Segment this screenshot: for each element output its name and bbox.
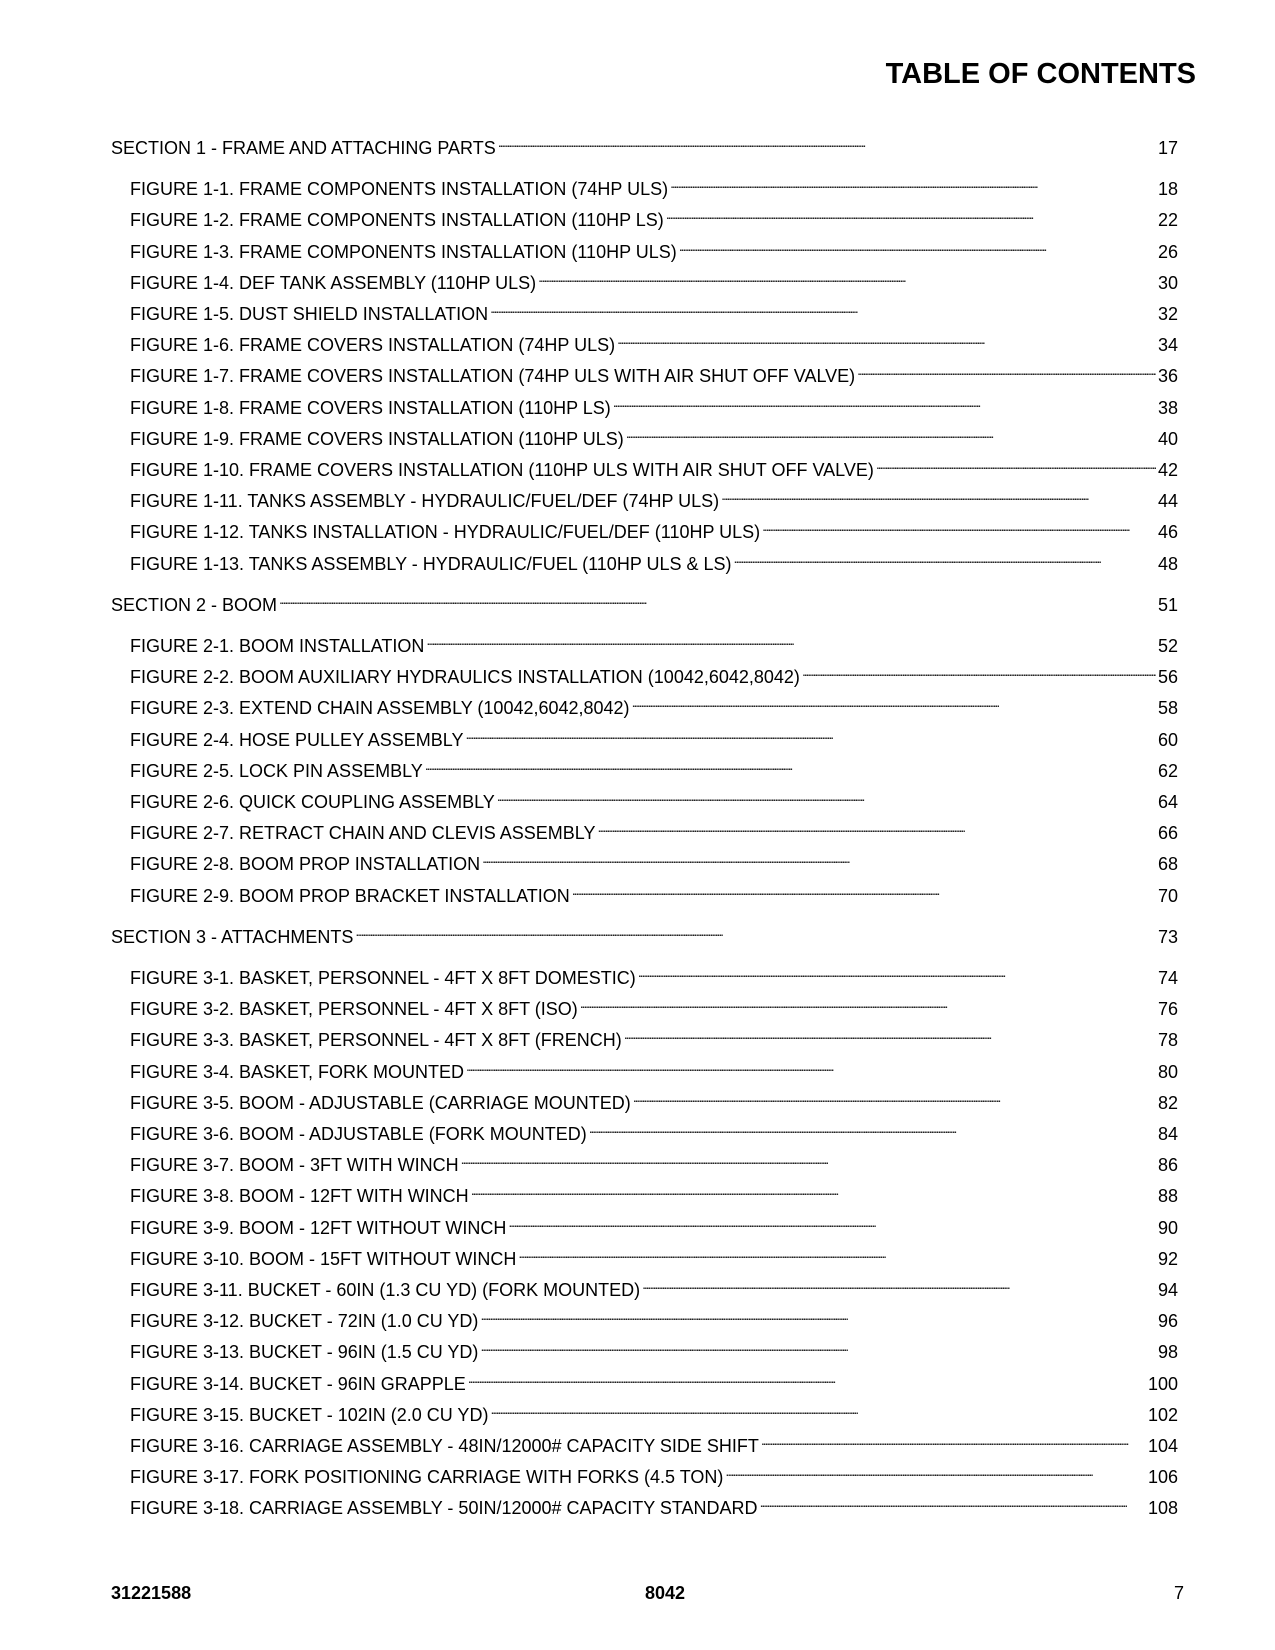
footer-model: 8042	[645, 1583, 686, 1603]
toc-entry-page: 102	[1147, 1404, 1178, 1425]
toc-figure-entry[interactable]	[130, 452, 1178, 480]
toc-entry-label: FIGURE 3-4. BASKET, FORK MOUNTED	[130, 1061, 465, 1082]
toc-entry-label: FIGURE 3-1. BASKET, PERSONNEL - 4FT X 8FT DOMESTIC)	[130, 968, 636, 988]
dot-leader	[480, 1303, 1156, 1327]
dot-leader	[633, 1085, 1156, 1109]
toc-figure-entry[interactable]	[130, 546, 1178, 574]
dot-leader	[670, 171, 1156, 195]
toc-entry-label: FIGURE 3-6. BOOM - ADJUSTABLE (FORK MOUNTED)	[130, 1124, 587, 1144]
toc-figure-entry[interactable]	[130, 784, 1178, 812]
toc-figure-entry[interactable]	[130, 1272, 1178, 1300]
toc-entry-label: FIGURE 1-3. FRAME COMPONENTS INSTALLATION (110HP ULS)	[130, 241, 677, 262]
toc-figure-entry[interactable]	[130, 1178, 1178, 1207]
toc-entry-page: 26	[1157, 241, 1178, 262]
toc-entry-label: FIGURE 1-5. DUST SHIELD INSTALLATION	[130, 304, 489, 324]
dot-leader	[760, 1490, 1146, 1514]
toc-entry-label: FIGURE 1-2. FRAME COMPONENTS INSTALLATION (110HP LS)	[130, 210, 664, 231]
toc-entry-label: FIGURE 1-10. FRAME COVERS INSTALLATION (110HP ULS WITH AIR SHUT OFF VALVE)	[130, 460, 874, 480]
toc-entry-page: 94	[1157, 1280, 1178, 1300]
toc-entry-label: FIGURE 1-1. FRAME COMPONENTS INSTALLATION (74HP ULS)	[130, 179, 669, 200]
footer-page-number: 7	[1174, 1583, 1185, 1603]
dot-leader	[426, 628, 1156, 652]
toc-figure-entry[interactable]	[130, 1490, 1178, 1519]
dot-leader	[597, 815, 1156, 839]
toc-entry-label: FIGURE 1-6. FRAME COVERS INSTALLATION (74HP ULS)	[130, 335, 616, 356]
toc-figure-entry[interactable]	[130, 421, 1178, 449]
toc-entry-page: 36	[1157, 366, 1178, 387]
toc-entry-label: FIGURE 3-17. FORK POSITIONING CARRIAGE WITH FORKS (4.5 TON)	[130, 1467, 724, 1488]
toc-figure-entry[interactable]	[130, 753, 1178, 781]
toc-entry-page: 18	[1157, 179, 1178, 200]
toc-figure-entry[interactable]	[130, 722, 1178, 750]
toc-entry-label: FIGURE 3-10. BOOM - 15FT WITHOUT WINCH	[130, 1248, 517, 1269]
toc-figure-entry[interactable]	[130, 1210, 1178, 1238]
toc-entry-page: 108	[1147, 1498, 1178, 1519]
toc-entry-label: FIGURE 1-12. TANKS INSTALLATION - HYDRAULIC/FUEL/DEF (110HP ULS)	[130, 522, 761, 543]
toc-entry-label: FIGURE 2-3. EXTEND CHAIN ASSEMBLY (10042,6042,8042)	[130, 698, 630, 719]
toc-entry-label: FIGURE 1-11. TANKS ASSEMBLY - HYDRAULIC/FUEL/DEF (74HP ULS)	[130, 491, 720, 512]
toc-figure-entry[interactable]	[130, 1116, 1178, 1144]
page-title: TABLE OF CONTENTS	[885, 58, 1196, 90]
toc-figure-entry[interactable]	[130, 1085, 1178, 1113]
dot-leader	[466, 1054, 1156, 1078]
toc-entry-label: SECTION 2 - BOOM	[111, 594, 278, 615]
toc-entry-page: 68	[1157, 854, 1178, 875]
toc-entry-page: 62	[1157, 760, 1178, 781]
dot-leader	[613, 390, 1156, 414]
toc-figure-entry[interactable]	[130, 659, 1178, 688]
toc-entry-page: 76	[1157, 999, 1178, 1020]
toc-entry-label: FIGURE 1-9. FRAME COVERS INSTALLATION (110HP ULS)	[130, 428, 624, 449]
dot-leader	[638, 960, 1156, 984]
toc-figure-entry[interactable]	[130, 327, 1178, 356]
dot-leader	[461, 1147, 1156, 1171]
toc-figure-entry[interactable]	[130, 358, 1178, 387]
toc-entry-label: FIGURE 3-8. BOOM - 12FT WITH WINCH	[130, 1186, 469, 1207]
dot-leader	[624, 1022, 1156, 1046]
toc-figure-entry[interactable]	[130, 483, 1178, 512]
toc-entry-label: FIGURE 2-7. RETRACT CHAIN AND CLEVIS ASSEMBLY	[130, 823, 596, 844]
toc-entry-label: FIGURE 3-13. BUCKET - 96IN (1.5 CU YD)	[130, 1342, 479, 1363]
toc-entry-label: FIGURE 3-7. BOOM - 3FT WITH WINCH	[130, 1155, 459, 1176]
dot-leader	[497, 784, 1156, 808]
dot-leader	[626, 421, 1156, 445]
dot-leader	[762, 514, 1156, 538]
toc-figure-entry[interactable]	[130, 991, 1178, 1020]
toc-entry-page: 86	[1157, 1155, 1178, 1176]
toc-entry-page: 42	[1157, 460, 1178, 480]
toc-figure-entry[interactable]	[130, 960, 1178, 988]
toc-figure-entry[interactable]	[130, 1147, 1178, 1176]
dot-leader	[642, 1272, 1156, 1296]
toc-entry-page: 58	[1157, 698, 1178, 719]
toc-entry-label: FIGURE 1-13. TANKS ASSEMBLY - HYDRAULIC/FUEL (110HP ULS & LS)	[130, 553, 732, 574]
toc-entry-page: 104	[1147, 1436, 1178, 1456]
toc-entry-page: 73	[1157, 926, 1178, 947]
dot-leader	[876, 452, 1156, 476]
toc-entry-page: 98	[1157, 1342, 1178, 1363]
toc-entry-page: 90	[1157, 1217, 1178, 1238]
toc-entry-page: 38	[1157, 397, 1178, 418]
toc-figure-entry[interactable]	[130, 815, 1178, 844]
dot-leader	[589, 1116, 1156, 1140]
toc-entry-label: FIGURE 2-2. BOOM AUXILIARY HYDRAULICS INSTALLATION (10042,6042,8042)	[130, 667, 800, 688]
toc-entry-page: 48	[1157, 553, 1178, 574]
dot-leader	[490, 296, 1156, 320]
toc-entry-label: FIGURE 2-5. LOCK PIN ASSEMBLY	[130, 760, 423, 781]
toc-entry-page: 106	[1147, 1467, 1178, 1488]
toc-entry-page: 30	[1157, 272, 1178, 293]
toc-entry-label: FIGURE 3-2. BASKET, PERSONNEL - 4FT X 8FT (ISO)	[130, 999, 578, 1020]
dot-leader	[632, 690, 1156, 714]
toc-figure-entry[interactable]	[130, 1459, 1178, 1488]
toc-entry-page: 56	[1157, 667, 1178, 688]
toc-entry-label: FIGURE 1-7. FRAME COVERS INSTALLATION (74HP ULS WITH AIR SHUT OFF VALVE)	[130, 366, 856, 387]
dot-leader	[580, 991, 1156, 1015]
dot-leader	[617, 327, 1156, 351]
toc-section-entry[interactable]	[111, 587, 1178, 615]
toc-entry-label: FIGURE 1-8. FRAME COVERS INSTALLATION (110HP LS)	[130, 397, 611, 418]
toc-entry-page: 17	[1157, 138, 1178, 158]
toc-figure-entry[interactable]	[130, 514, 1178, 543]
toc-figure-entry[interactable]	[130, 265, 1178, 293]
dot-leader	[679, 234, 1156, 258]
toc-section-entry[interactable]	[111, 130, 1178, 158]
toc-entry-page: 22	[1157, 210, 1178, 231]
dot-leader	[465, 722, 1156, 746]
dot-leader	[471, 1178, 1156, 1202]
dot-leader	[482, 846, 1156, 870]
dot-leader	[725, 1459, 1146, 1483]
toc-entry-page: 100	[1147, 1373, 1178, 1394]
toc-section-entry[interactable]	[111, 919, 1178, 947]
toc-figure-entry[interactable]	[130, 390, 1178, 418]
toc-figure-entry[interactable]	[130, 171, 1178, 200]
toc-entry-page: 60	[1157, 729, 1178, 750]
toc-entry-label: FIGURE 3-11. BUCKET - 60IN (1.3 CU YD) (FORK MOUNTED)	[130, 1280, 641, 1300]
dot-leader	[355, 919, 1156, 943]
toc-figure-entry[interactable]	[130, 878, 1178, 906]
toc-entry-page: 96	[1157, 1311, 1178, 1332]
dot-leader	[802, 659, 1156, 683]
toc-figure-entry[interactable]	[130, 1241, 1178, 1269]
toc-entry-page: 82	[1157, 1092, 1178, 1113]
toc-entry-page: 44	[1157, 491, 1178, 512]
dot-leader	[761, 1428, 1146, 1452]
toc-entry-page: 78	[1157, 1030, 1178, 1051]
toc-entry-page: 32	[1157, 304, 1178, 324]
toc-entry-label: FIGURE 2-9. BOOM PROP BRACKET INSTALLATION	[130, 885, 570, 906]
toc-entry-label: FIGURE 3-3. BASKET, PERSONNEL - 4FT X 8FT (FRENCH)	[130, 1030, 622, 1051]
toc-entry-label: FIGURE 3-5. BOOM - ADJUSTABLE (CARRIAGE MOUNTED)	[130, 1092, 631, 1113]
toc-figure-entry[interactable]	[130, 202, 1178, 231]
toc-entry-page: 66	[1157, 823, 1178, 844]
toc-figure-entry[interactable]	[130, 628, 1178, 656]
toc-entry-page: 92	[1157, 1248, 1178, 1269]
dot-leader	[666, 202, 1156, 226]
toc-figure-entry[interactable]	[130, 296, 1178, 324]
dot-leader	[468, 1366, 1146, 1390]
toc-entry-page: 52	[1157, 636, 1178, 656]
dot-leader	[279, 587, 1156, 611]
toc-entry-page: 46	[1157, 522, 1178, 543]
toc-figure-entry[interactable]	[130, 690, 1178, 719]
toc-entry-page: 74	[1157, 968, 1178, 988]
toc-entry-label: FIGURE 3-14. BUCKET - 96IN GRAPPLE	[130, 1373, 466, 1394]
toc-figure-entry[interactable]	[130, 1334, 1178, 1363]
toc-figure-entry[interactable]	[130, 234, 1178, 262]
toc-entry-label: FIGURE 3-12. BUCKET - 72IN (1.0 CU YD)	[130, 1311, 479, 1332]
toc-entry-label: FIGURE 3-15. BUCKET - 102IN (2.0 CU YD)	[130, 1404, 489, 1425]
dot-leader	[498, 130, 1156, 154]
toc-figure-entry[interactable]	[130, 1366, 1178, 1394]
toc-entry-page: 84	[1157, 1124, 1178, 1144]
toc-entry-page: 80	[1157, 1061, 1178, 1082]
toc-figure-entry[interactable]	[130, 1022, 1178, 1051]
toc-figure-entry[interactable]	[130, 1428, 1178, 1456]
toc-entry-label: FIGURE 2-6. QUICK COUPLING ASSEMBLY	[130, 792, 495, 812]
dot-leader	[538, 265, 1156, 289]
toc-entry-label: FIGURE 2-4. HOSE PULLEY ASSEMBLY	[130, 729, 464, 750]
dot-leader	[572, 878, 1156, 902]
toc-entry-label: FIGURE 3-16. CARRIAGE ASSEMBLY - 48IN/12000# CAPACITY SIDE SHIFT	[130, 1436, 759, 1456]
toc-figure-entry[interactable]	[130, 1054, 1178, 1082]
toc-figure-entry[interactable]	[130, 846, 1178, 875]
dot-leader	[480, 1334, 1156, 1358]
dot-leader	[490, 1397, 1146, 1421]
toc-entry-label: SECTION 1 - FRAME AND ATTACHING PARTS	[111, 138, 496, 158]
toc-entry-page: 51	[1157, 594, 1178, 615]
toc-entry-label: SECTION 3 - ATTACHMENTS	[111, 926, 354, 947]
toc-entry-label: FIGURE 2-8. BOOM PROP INSTALLATION	[130, 854, 481, 875]
toc-entry-page: 40	[1157, 428, 1178, 449]
toc-entry-label: FIGURE 3-9. BOOM - 12FT WITHOUT WINCH	[130, 1217, 507, 1238]
toc-entry-page: 34	[1157, 335, 1178, 356]
toc-figure-entry[interactable]	[130, 1397, 1178, 1425]
toc-entry-page: 88	[1157, 1186, 1178, 1207]
toc-entry-label: FIGURE 2-1. BOOM INSTALLATION	[130, 636, 425, 656]
toc-figure-entry[interactable]	[130, 1303, 1178, 1332]
toc-entry-page: 70	[1157, 885, 1178, 906]
dot-leader	[518, 1241, 1156, 1265]
dot-leader	[734, 546, 1156, 570]
toc-entry-page: 64	[1157, 792, 1178, 812]
dot-leader	[857, 358, 1156, 382]
dot-leader	[425, 753, 1156, 777]
footer-part-number: 31221588	[111, 1583, 192, 1603]
toc-entry-label: FIGURE 3-18. CARRIAGE ASSEMBLY - 50IN/12000# CAPACITY STANDARD	[130, 1498, 758, 1519]
dot-leader	[721, 483, 1156, 507]
dot-leader	[508, 1210, 1156, 1234]
toc-entry-label: FIGURE 1-4. DEF TANK ASSEMBLY (110HP ULS)	[130, 272, 537, 293]
